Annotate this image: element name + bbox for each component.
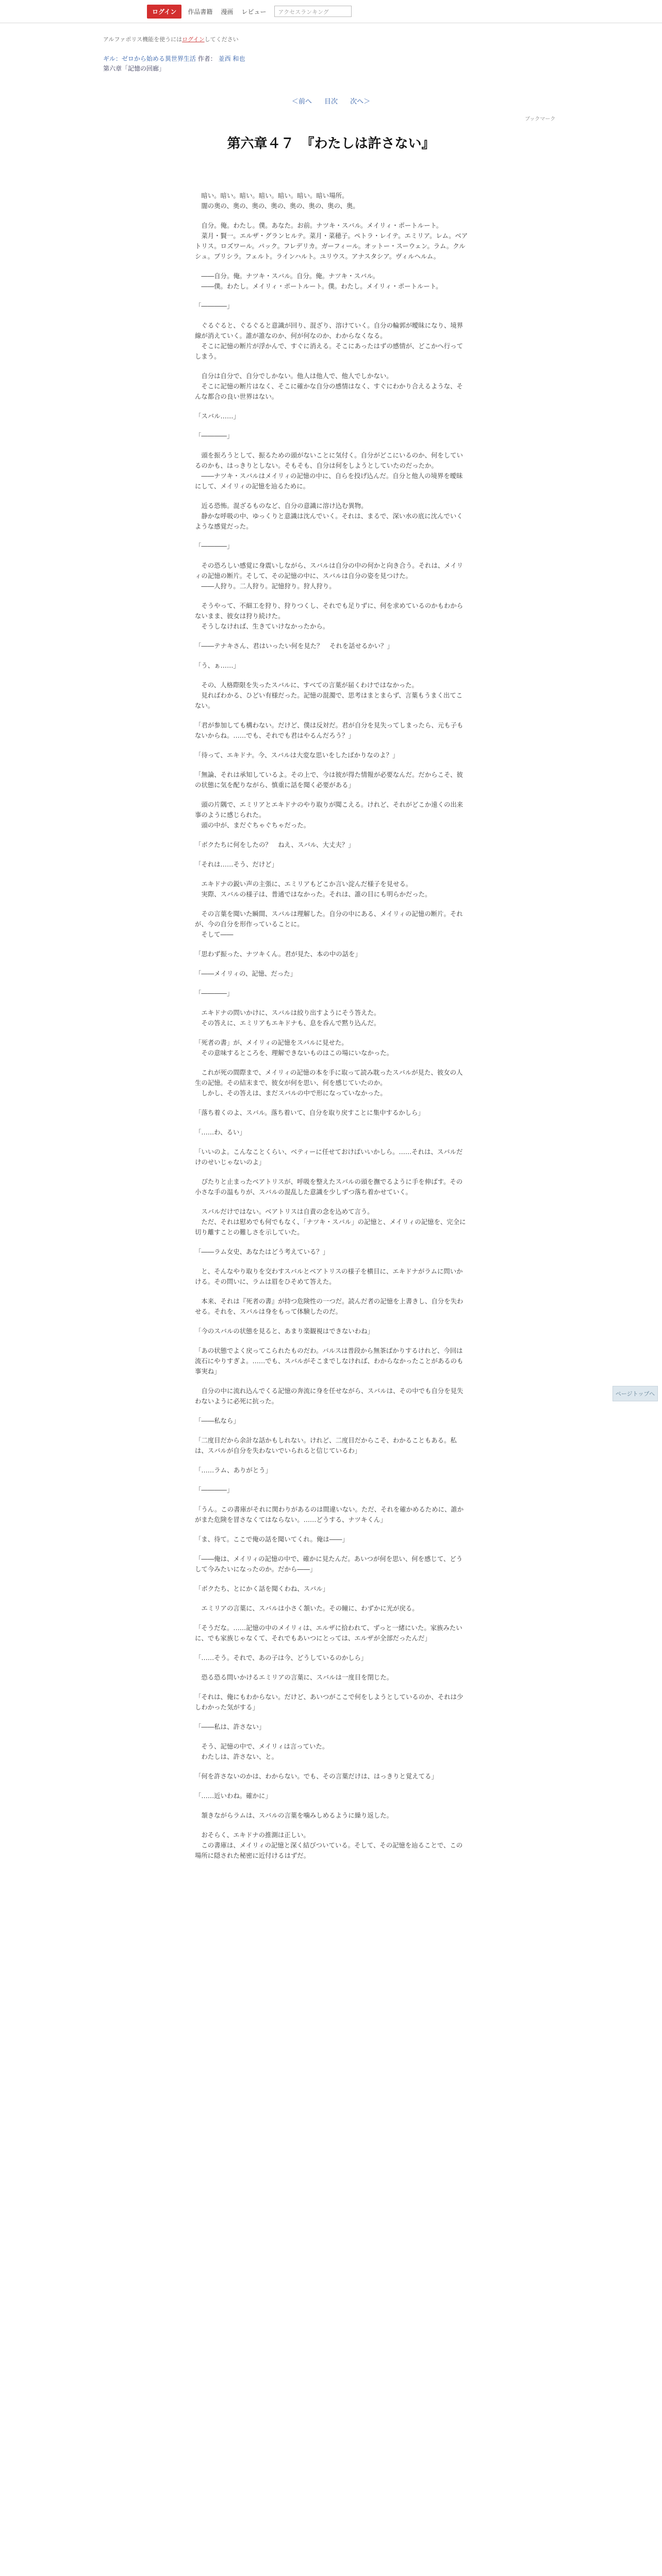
paragraph: 「今のスバルの状態を見ると、あまり楽観視はできないわね」 [195, 1327, 374, 1335]
paragraph: 「――メイリィの、記憶、だった」 [195, 970, 297, 977]
paragraph: 「……わ、るい」 [195, 1128, 246, 1136]
paragraph: 「――――」 [195, 542, 234, 550]
paragraph: 「うん。この書庫がそれに関わりがあるのは間違いない。ただ、それを確かめるために、誰かがまた危険を冒さなくてはならない。……どうする、ナツキくん」 [195, 1505, 464, 1523]
chapter-breadcrumb: 第六章「記憶の回廊」 [103, 65, 166, 72]
toc-link[interactable]: 目次 [324, 98, 338, 106]
paragraph: 「あの状態でよく戻ってこられたものだわ。バルスは普段から無茶ばかりするけれど、今回は流石にやりすぎよ。……でも、スバルがそこまでしなければ、わからなかったことがあるのも事実ね」 [195, 1347, 464, 1375]
paragraph: 自分は自分で、自分でしかない。他人は他人で、他人でしかない。 そこに記憶の断片はなく、そこに確かな自分の感情はなく、すぐにわかり合えるような、そんな都合の良い世界はない。 [195, 372, 463, 400]
paragraph: スバルだけではない。ベアトリスは自責の念を込めて言う。 ただ、それは慰めでも何でもなく、「ナツキ・スバル」の記憶と、メイリィの記憶を、完全に切り離すことの難しさを示していた。 [195, 1208, 466, 1236]
prev-link[interactable]: ＜前へ [291, 98, 312, 106]
paragraph: 「そうだな。……記憶の中のメイリィは、エルザに拾われて、ずっと一緒にいた。家族みたいに、でも家族じゃなくて、それでもあいつにとっては、エルザが全部だったんだ」 [195, 1624, 462, 1642]
paragraph: その言葉を聞いた瞬間、スバルは理解した。自分の中にある、メイリィの記憶の断片。それが、今の自分を形作っていることに。 そして―― [195, 910, 463, 938]
paragraph: おそらく、エキドナの推測は正しい。 この書庫は、メイリィの記憶と深く結びついている。そして、その記憶を辿ることで、この場所に隠された秘密に近付けるはずだ。 [195, 1831, 463, 1859]
paragraph: その、人格際限を失ったスバルに、すべての言葉が届くわけではなかった。 見ればわかる、ひどい有様だった。記憶の混濁で、思考はまとまらず、言葉もうまく出てこない。 [195, 681, 463, 709]
paragraph: エミリアの言葉に、スバルは小さく頷いた。その瞳に、わずかに光が戻る。 [195, 1604, 419, 1612]
paragraph: 「う、ぁ……」 [195, 662, 240, 669]
paragraph: 「ボクたちに何をしたの？ ねえ、スバル、大丈夫？」 [195, 841, 355, 849]
search-input[interactable]: アクセスランキング [274, 6, 352, 17]
paragraph: 「スバル……」 [195, 412, 240, 420]
paragraph: 暗い。暗い。暗い。暗い。暗い。暗い。暗い場所。 闇の奥の、奥の、奥の、奥の、奥の、奥の、奥の、奥。 [201, 192, 359, 210]
paragraph: 頷きながらラムは、スバルの言葉を噛みしめるように繰り返した。 [195, 1811, 393, 1819]
paragraph: 「それは、俺にもわからない。だけど、あいつがここで何をしようとしているのか、それは少しわかった気がする」 [195, 1693, 464, 1711]
chapter-body [195, 191, 468, 1870]
paragraph: そうやって、不細工を狩り、狩りつくし、それでも足りずに、何を求めているのかもわからないまま、彼女は狩り続けた。 そうしなければ、生きていけなかったから。 [195, 602, 464, 630]
paragraph: 「……近いわね。確かに」 [195, 1792, 272, 1800]
paragraph: 「思わず振った、ナツキくん。君が見た、本の中の話を」 [195, 950, 361, 958]
pager-top [0, 96, 662, 106]
series-title[interactable]: ギル：ゼロから始める異世界生活 [103, 55, 196, 62]
paragraph: 「いいのよ。こんなことくらい、ベティーに任せておけばいいかしら。……それは、スバルだけのせいじゃないのよ」 [195, 1148, 463, 1166]
paragraph: これが死の間際まで、メイリィの記憶の本を手に取って読み耽ったスバルが見た、彼女の人生の記憶。その結末まで、彼女が何を思い、何を感じていたのか。 しかし、その答えは、まだスバルの中で形になっていなかった。 [195, 1069, 463, 1097]
paragraph: 「――テナキさん、君はいったい何を見た？ それを話せるかい？」 [195, 642, 393, 650]
paragraph: 「何を許さないのかは、わからない。でも、その言葉だけは、はっきりと覚えてる」 [195, 1772, 438, 1780]
paragraph: 「――――」 [195, 1486, 234, 1494]
paragraph: 「待って、エキドナ。今、スバルは大変な思いをしたばかりなのよ？」 [195, 751, 399, 759]
paragraph: その恐ろしい感覚に身震いしながら、スバルは自分の中の何かと向き合う。それは、メイリィの記憶の断片。そして、その記憶の中に、スバルは自分の姿を見つけた。 ――人狩り。二人狩り。記憶狩り。狩人狩り。 [195, 562, 464, 590]
login-button[interactable]: ログイン [147, 5, 181, 19]
paragraph: 「死者の書」が、メイリィの記憶をスバルに見せた。 その意味するところを、理解できないものはこの場にいなかった。 [195, 1039, 393, 1057]
paragraph: 「……ラム、ありがとう」 [195, 1466, 272, 1474]
paragraph: 「落ち着くのよ、スバル。落ち着いて、自分を取り戻すことに集中するかしら」 [195, 1109, 424, 1116]
paragraph: エキドナの問いかけに、スバルは絞り出すようにそう答えた。 その答えに、エミリアもエキドナも、息を呑んで黙り込んだ。 [201, 1009, 380, 1027]
paragraph: 頭の片隅で、エミリアとエキドナのやり取りが聞こえる。けれど、それがどこか遠くの出来事のように感じられた。 頭の中が、まだぐちゃぐちゃだった。 [195, 801, 464, 829]
bookmark-link[interactable]: ブックマーク [525, 116, 556, 122]
paragraph: 「――――」 [195, 989, 234, 997]
paragraph: 恐る恐る問いかけるエミリアの言葉に、スバルは一度目を閉じた。 [195, 1673, 393, 1681]
author-name[interactable]: 並西 和也 [218, 55, 245, 62]
paragraph: ぐるぐると、ぐるぐると意識が回り、混ざり、溶けていく。自分の輪郭が曖昧になり、境界線が消えていく。誰が誰なのか、何が何なのか、わからなくなる。 そこに記憶の断片が浮かんで、すぐに消える。そこにあったはずの感情が、どこかへ行ってしまう。 [195, 321, 464, 360]
page-top-button[interactable]: ページトップへ [613, 1386, 658, 1401]
nav-link-works[interactable]: 作品書籍 [188, 8, 213, 15]
paragraph: 「――俺は、メイリィの記憶の中で、確かに見たんだ。あいつが何を思い、何を感じて、どうして今みたいになったのか。だから――」 [195, 1555, 463, 1573]
series-info: ギル：ゼロから始める異世界生活 作者： 並西 和也 [103, 55, 245, 62]
paragraph: 自分の中に流れ込んでくる記憶の奔流に身を任せながら、スバルは、その中でも自分を見失わないように必死に抗った。 [195, 1387, 464, 1405]
paragraph: 「ま、待て。ここで俺の話を聞いてくれ。俺は――」 [195, 1535, 349, 1543]
paragraph: 「――私は、許さない」 [195, 1723, 266, 1731]
paragraph: 近る恐怖。混ざるものなど、自分の意識に溶け込む異物。 静かな呼吸の中、ゆっくりと意識は沈んでいく。それは、まるで、深い水の底に沈んでいくような感覚だった。 [195, 502, 463, 530]
login-notice: アルファポリス機能を使うにはログインしてください [103, 36, 239, 43]
paragraph: 本来、それは『死者の書』が持つ危険性の一つだ。読んだ者の記憶を上書きし、自分を失わせる。それを、スバルは身をもって体験したのだ。 [195, 1297, 464, 1315]
paragraph: と、そんなやり取りを交わすスバルとベアトリスの様子を横目に、エキドナがラムに問いかける。その問いに、ラムは眉をひそめて答えた。 [195, 1267, 463, 1285]
paragraph: 「二度目だから余計な話かもしれない。けれど、二度目だからこそ、わかることもある。私は、スバルが自分を失わないでいられると信じているわ」 [195, 1436, 457, 1454]
paragraph: 「――私なら」 [195, 1417, 240, 1425]
chapter-title: 第六章４７ 『わたしは許さない』 [227, 136, 435, 151]
nav-link-manga[interactable]: 漫画 [221, 8, 234, 15]
paragraph: 「――――」 [195, 302, 234, 310]
paragraph: 「……そう。それで、あの子は今、どうしているのかしら」 [195, 1654, 368, 1662]
paragraph: 「無論、それは承知しているよ。その上で、今は彼が得た情報が必要なんだ。だからこそ、彼の状態に気を配りながら、慎重に話を聞く必要がある」 [195, 771, 463, 789]
nav-link-review[interactable]: レビュー [241, 8, 267, 15]
next-link[interactable]: 次へ＞ [350, 98, 371, 106]
paragraph: 自分。俺。わたし。僕。あなた。お前。ナツキ・スバル。メイリィ・ポートルート。 菜月・賢一。エルザ・グランヒルテ。菜月・菜穂子。ペトラ・レイテ。エミリア。レム。ベアトリス。ロズワール。パック。フレデリカ。ガーフィール。オットー・スーウェン。ラム。クルシュ。プリシラ。フェルト。ラインハルト。ユリウス。アナスタシア。ヴィルヘルム。 [195, 222, 468, 260]
login-link[interactable]: ログイン [182, 36, 205, 43]
paragraph: ぴたりと止まったベアトリスが、呼吸を整えたスバルの頭を撫でるように手を伸ばす。その小さな手の温もりが、スバルの混乱した意識を少しずつ落ち着かせていく。 [195, 1178, 463, 1196]
paragraph: 「それは……そう、だけど」 [195, 860, 278, 868]
paragraph: 頭を振ろうとして、振るための頭がないことに気付く。自分がどこにいるのか、何をしているのかも、はっきりとしない。そもそも、自分は何をしようとしていたのだったか。 ――ナツキ・スバルはメイリィの記憶の中に、自らを投げ込んだ。自分と他人の境界を曖昧にして、メイリィの記憶を辿るために。 [195, 451, 463, 490]
paragraph: 「――ラム女史、あなたはどう考えている？」 [195, 1248, 329, 1256]
paragraph: 「――――」 [195, 432, 234, 439]
paragraph: そう、記憶の中で、メイリィは言っていた。 わたしは、許さない、と。 [201, 1742, 329, 1760]
top-bar [0, 0, 662, 23]
paragraph: ――自分。俺。ナツキ・スバル。自分。俺。ナツキ・スバル。 ――僕。わたし。メイリィ・ポートルート。僕。わたし。メイリィ・ポートルート。 [201, 272, 442, 290]
paragraph: 「ボクたち、とにかく話を聞くわね、スバル」 [195, 1585, 329, 1592]
paragraph: エキドナの鋭い声の主張に、エミリアもどこか言い淀んだ様子を見せる。 実際、スバルの様子は、普通ではなかった。それは、誰の目にも明らかだった。 [201, 880, 432, 898]
paragraph: 「君が参加しても構わない。だけど、僕は反対だ。君が自分を見失ってしまったら、元も子もないからね。……でも、それでも君はやるんだろう？」 [195, 721, 464, 739]
